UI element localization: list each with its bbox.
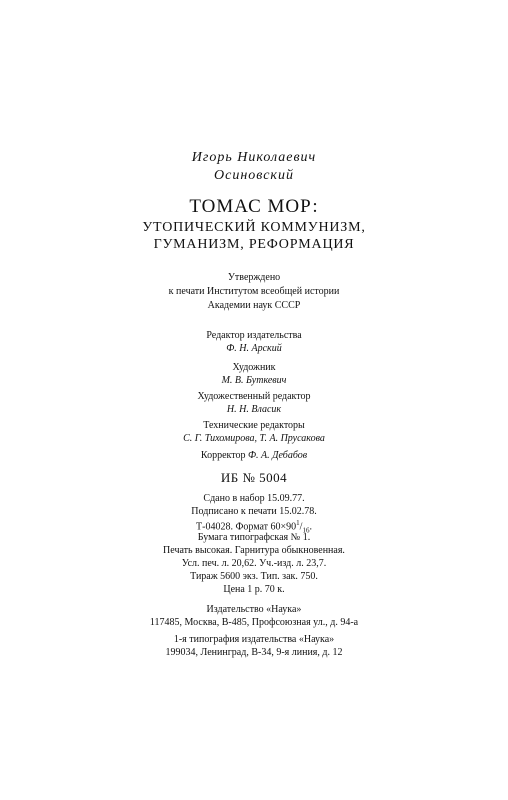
publisher-name: Издательство «Наука» (206, 604, 302, 615)
artist-name: М. В. Буткевич (221, 375, 287, 386)
imprint-signed: Подписано к печати 15.02.78. (191, 506, 317, 517)
art-editor-label: Художественный редактор (197, 391, 311, 402)
imprint-format-suffix: . (309, 521, 312, 533)
author-first-name: Игорь Николаевич (191, 150, 317, 165)
proofreader-name: Ф. А. Дебабов (247, 450, 308, 461)
tech-editors-names: С. Г. Тихомирова, Т. А. Прусакова (183, 433, 325, 444)
proofreader-label: Корректор (200, 450, 246, 461)
approval-line2: к печати Институтом всеобщей истории (168, 286, 340, 297)
imprint-format-prefix: Т-04028. Формат 60×90 (196, 521, 297, 533)
proofreader-line (0, 450, 508, 461)
imprint-typeset: Сдано в набор 15.09.77. (203, 493, 305, 504)
imprint-paper: Бумага типографская № 1. (197, 532, 311, 543)
imprint-format: Т-04028. Формат $60\times 90^1/_{16}$. (196, 519, 312, 535)
imprint-format-sup: 1 (296, 519, 300, 527)
imprint-sheets: Усл. печ. л. 20,62. Уч.-изд. л. 23,7. (181, 558, 327, 569)
imprint-print-run: Тираж 5600 экз. Тип. зак. 750. (190, 571, 318, 582)
art-editor-name: Н. Н. Власик (226, 404, 282, 415)
book-title: ТОМАС МОР: (189, 196, 319, 217)
artist-label: Художник (232, 362, 276, 373)
publisher-editor-name: Ф. Н. Арский (226, 343, 282, 354)
tech-editors-label: Технические редакторы (203, 420, 305, 431)
imprint-format-sub: 16 (302, 526, 310, 535)
approval-line3: Академии наук СССР (207, 300, 301, 311)
book-subtitle-line2: ГУМАНИЗМ, РЕФОРМАЦИЯ (153, 237, 355, 252)
publisher-editor-label: Редактор издательства (206, 330, 302, 341)
imprint-printing: Печать высокая. Гарнитура обыкновенная. (163, 545, 345, 556)
book-subtitle-line1: УТОПИЧЕСКИЙ КОММУНИЗМ, (142, 220, 366, 235)
publisher-address: 117485, Москва, В-485, Профсоюзная ул., д. 94-а (149, 617, 359, 628)
author-surname: Осиновский (214, 168, 294, 183)
ib-number: ИБ № 5004 (220, 470, 288, 485)
printer-name: 1-я типография издательства «Наука» (173, 634, 335, 645)
approval-line1: Утверждено (227, 272, 281, 283)
printer-address: 199034, Ленинград, В-34, 9-я линия, д. 12 (165, 647, 343, 658)
imprint-price: Цена 1 р. 70 к. (223, 584, 285, 595)
